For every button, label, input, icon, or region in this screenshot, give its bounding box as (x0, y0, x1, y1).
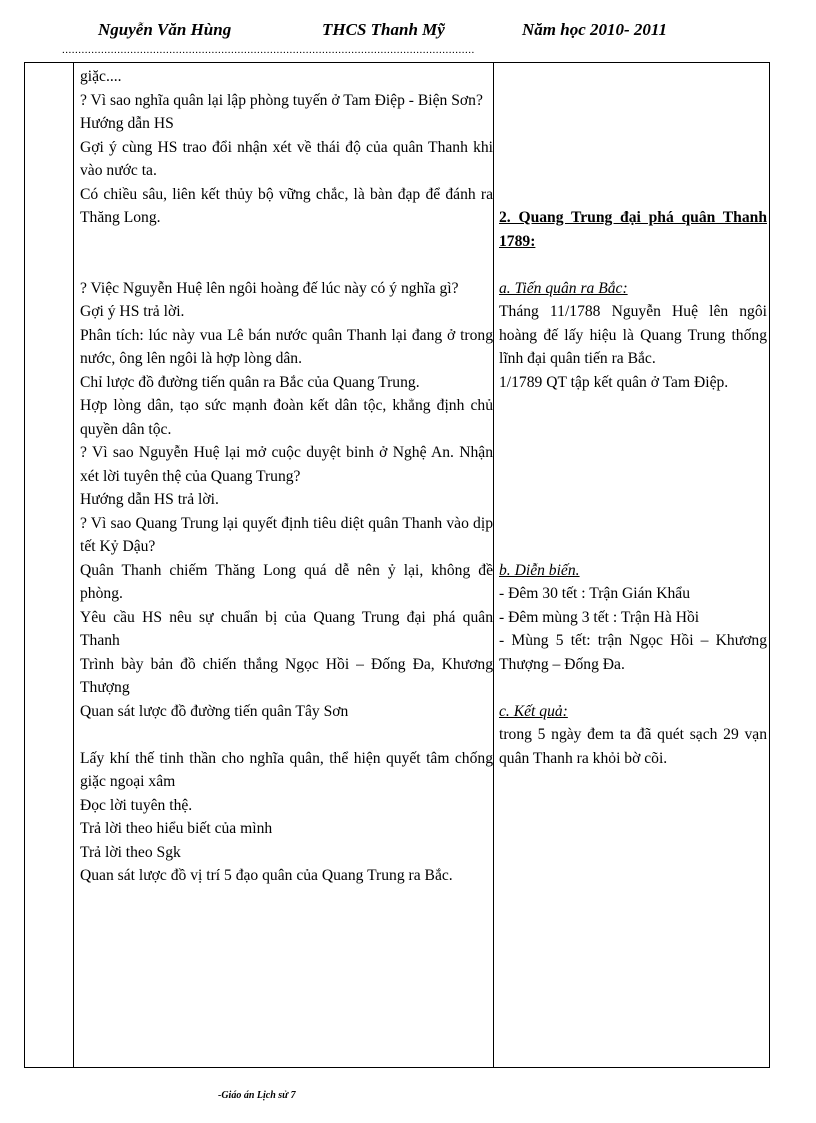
subsection-c-text: trong 5 ngày đem ta đã quét sạch 29 vạn quân Thanh ra khỏi bờ cõi. (499, 726, 767, 767)
subsection-c-title: c. Kết quả: (499, 702, 568, 720)
left-line: Quan sát lược đồ vị trí 5 đạo quân của Quang Trung ra Bắc. (80, 867, 453, 884)
subsection-b-text: - Đêm 30 tết : Trận Gián Khẩu (499, 585, 691, 602)
subsection-b-text: - Đêm mùng 3 tết : Trận Hà Hồi (499, 608, 700, 626)
left-line: giặc.... (80, 68, 122, 85)
left-line: Trả lời theo Sgk (80, 843, 181, 861)
left-line: ? Việc Nguyễn Huệ lên ngôi hoàng đế lúc này có ý nghĩa gì? (80, 279, 459, 297)
left-line: Trả lời theo hiểu biết của mình (80, 820, 273, 837)
left-line: ? Vì sao Nguyễn Huệ lại mở cuộc duyệt binh ở Nghệ An. Nhận xét lời tuyên thệ của Quang Trung? (80, 444, 493, 485)
left-line: Quân Thanh chiếm Thăng Long quá dễ nên ỷ lại, không đề phòng. (80, 561, 493, 602)
header-year: Năm học 2010- 2011 (522, 20, 667, 39)
left-line: Đọc lời tuyên thệ. (80, 796, 193, 814)
lesson-table (24, 62, 770, 1068)
subsection-b-title: b. Diễn biến. (499, 561, 580, 579)
left-line: Phân tích: lúc này vua Lê bán nước quân Thanh lại đang ở trong nước, ông lên ngôi là hợp lòng dân. (80, 326, 493, 367)
left-line: Yêu cầu HS nêu sự chuẩn bị của Quang Trung đại phá quân Thanh (80, 608, 493, 649)
left-line: Gợi ý cùng HS trao đổi nhận xét về thái độ của quân Thanh khi vào nước ta. (80, 138, 493, 179)
left-line: Hướng dẫn HS (80, 115, 174, 132)
section-heading: 2. Quang Trung đại phá quân Thanh 1789: (499, 209, 767, 250)
header-dotted-rule: ............................................................................................................................... (62, 44, 475, 56)
left-line: Có chiều sâu, liên kết thủy bộ vững chắc, là bàn đạp để đánh ra Thăng Long. (80, 185, 493, 226)
left-line: Gợi ý HS trả lời. (80, 303, 185, 320)
subsection-b-text: - Mùng 5 tết: trận Ngọc Hồi – Khương Thượng – Đống Đa. (499, 632, 767, 673)
left-line: Trình bày bản đồ chiến thắng Ngọc Hồi – Đống Đa, Khương Thượng (80, 655, 493, 696)
header-author: Nguyễn Văn Hùng (98, 20, 232, 39)
left-line: ? Vì sao nghĩa quân lại lập phòng tuyến ở Tam Điệp - Biện Sơn? (80, 91, 483, 109)
left-line: Hợp lòng dân, tạo sức mạnh đoàn kết dân tộc, khẳng định chủ quyền dân tộc. (80, 397, 493, 438)
column-divider-2 (493, 63, 494, 1067)
left-line: ? Vì sao Quang Trung lại quyết định tiêu diệt quân Thanh vào dịp tết Kỷ Dậu? (80, 514, 493, 555)
subsection-a-text: 1/1789 QT tập kết quân ở Tam Điệp. (499, 373, 729, 391)
left-line: Lấy khí thế tinh thần cho nghĩa quân, thể hiện quyết tâm chống giặc ngoại xâm (80, 749, 493, 790)
subsection-a-text: Tháng 11/1788 Nguyễn Huệ lên ngôi hoàng đế lấy hiệu là Quang Trung thống lĩnh đại quân tiến ra Bắc. (499, 303, 767, 367)
left-line: Quan sát lược đồ đường tiến quân Tây Sơn (80, 702, 349, 720)
page-footer: -Giáo án Lịch sử 7 (218, 1090, 296, 1101)
left-line: Chỉ lược đồ đường tiến quân ra Bắc của Quang Trung. (80, 373, 420, 391)
content-column (499, 65, 767, 770)
left-line: Hướng dẫn HS trả lời. (80, 491, 219, 508)
column-divider-1 (73, 63, 74, 1067)
activities-column (80, 65, 493, 888)
header-school: THCS Thanh Mỹ (322, 20, 445, 39)
subsection-a-title: a. Tiến quân ra Bắc: (499, 279, 628, 297)
